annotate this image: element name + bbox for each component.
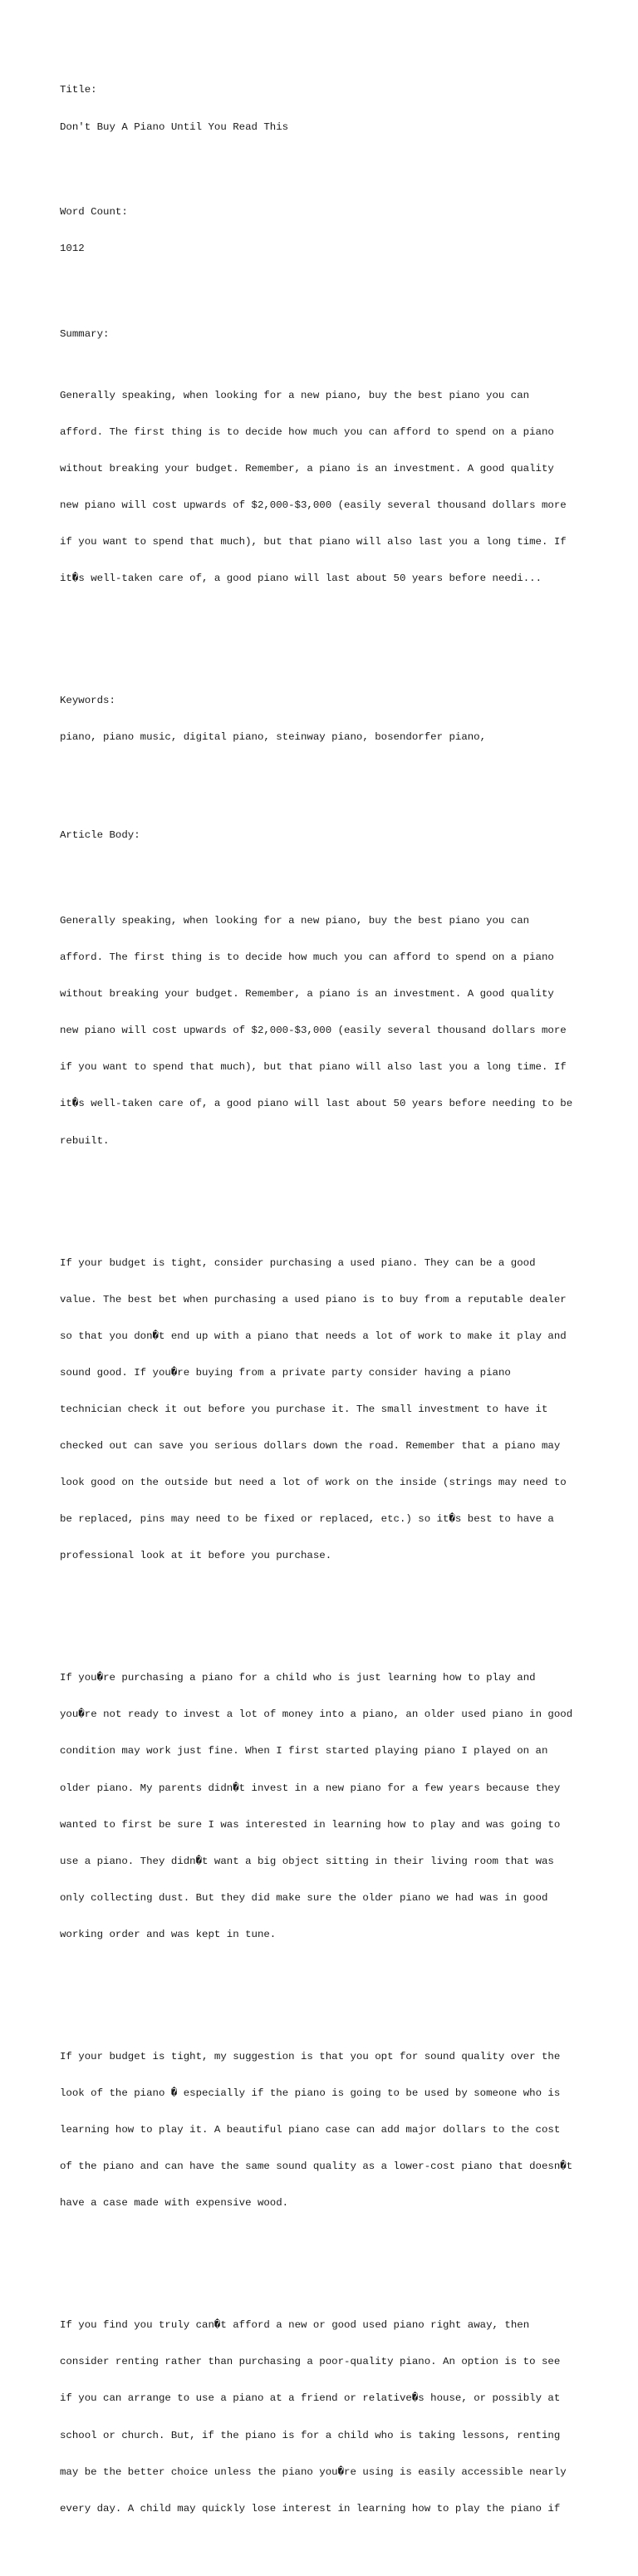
paragraph-line: if you want to spend that much), but that piano will also last you a long time. If (60, 1061, 567, 1074)
summary-label: Summary: (60, 328, 110, 341)
summary-line: it�s well-taken care of, a good piano will last about 50 years before needi... (60, 573, 542, 585)
summary-line: if you want to spend that much), but that piano will also last you a long time. If (60, 536, 567, 548)
word-count-value: 1012 (60, 243, 85, 255)
paragraph-line: it�s well-taken care of, a good piano will last about 50 years before needing to be (60, 1098, 573, 1110)
paragraph-line: use a piano. They didn�t want a big object sitting in their living room that was (60, 1855, 554, 1867)
spacer (60, 2259, 591, 2271)
paragraph-line: school or church. But, if the piano is for a child who is taking lessons, renting (60, 2429, 561, 2441)
summary-line: afford. The first thing is to decide how much you can afford to spend on a piano (60, 425, 554, 438)
article-body (60, 866, 591, 2564)
paragraph-line: If you�re purchasing a piano for a child who is just learning how to play and (60, 1672, 536, 1684)
spacer (60, 1989, 591, 2002)
summary-text (60, 365, 591, 609)
spacer (60, 769, 591, 793)
paragraph-line: every day. A child may quickly lose interest in learning how to play the piano if (60, 2502, 561, 2515)
paragraph-line: older piano. My parents didn�t invest in a new piano for a few years because they (60, 1782, 561, 1794)
paragraph-line: sound good. If you�re buying from a private party consider having a piano (60, 1366, 511, 1379)
paragraph-line: rebuilt. (60, 1134, 110, 1147)
summary-line: Generally speaking, when looking for a new piano, buy the best piano you can (60, 389, 530, 401)
paragraph-line: If you find you truly can�t afford a new or good used piano right away, then (60, 2319, 530, 2332)
paragraph-line: only collecting dust. But they did make sure the older piano we had was in good (60, 1891, 548, 1904)
paragraph-line: working order and was kept in tune. (60, 1928, 277, 1940)
paragraph-line: may be the better choice unless the piano you�re using is easily accessible nearly (60, 2465, 567, 2478)
title-label: Title: (60, 84, 97, 96)
document-title: Don't Buy A Piano Until You Read This (60, 120, 289, 133)
paragraph (60, 1648, 591, 1965)
paragraph (60, 2027, 591, 2234)
paragraph-line: consider renting rather than purchasing a poor-quality piano. An option is to see (60, 2356, 561, 2368)
keywords-value: piano, piano music, digital piano, steinway piano, bosendorfer piano, (60, 731, 487, 744)
paragraph-line: look good on the outside but need a lot of work on the inside (strings may need to (60, 1477, 567, 1489)
paragraph-line: without breaking your budget. Remember, a piano is an investment. A good quality (60, 988, 554, 1000)
spacer (60, 1196, 591, 1208)
spacer (60, 1611, 591, 1624)
paragraph-line: technician check it out before you purchase it. The small investment to have it (60, 1403, 548, 1415)
paragraph-line: If your budget is tight, consider purchasing a used piano. They can be a good (60, 1256, 536, 1269)
spacer (60, 158, 591, 170)
article-body-label: Article Body: (60, 829, 140, 842)
paragraph-line: so that you don�t end up with a piano that needs a lot of work to make it play and (60, 1330, 567, 1342)
paragraph-line: If your budget is tight, my suggestion is that you opt for sound quality over the (60, 2050, 561, 2062)
paragraph-line: have a case made with expensive wood. (60, 2197, 289, 2210)
document-page (60, 60, 591, 2576)
paragraph-line: of the piano and can have the same sound quality as a lower-cost piano that doesn�t (60, 2161, 573, 2173)
summary-line: without breaking your budget. Remember, a piano is an investment. A good quality (60, 463, 554, 475)
paragraph-line: checked out can save you serious dollars down the road. Remember that a piano may (60, 1439, 561, 1452)
spacer (60, 280, 591, 293)
paragraph-line: be replaced, pins may need to be fixed or replaced, etc.) so it�s best to have a (60, 1513, 554, 1526)
paragraph-line: you�re not ready to invest a lot of money into a piano, an older used piano in good (60, 1708, 573, 1721)
paragraph-line: value. The best bet when purchasing a used piano is to buy from a reputable dealer (60, 1293, 567, 1305)
paragraph (60, 891, 591, 1172)
paragraph-line: condition may work just fine. When I first started playing piano I played on an (60, 1745, 548, 1757)
paragraph-line: professional look at it before you purchase. (60, 1550, 332, 1562)
paragraph (60, 2295, 591, 2539)
keywords-label: Keywords: (60, 695, 115, 707)
paragraph-line: afford. The first thing is to decide how much you can afford to spend on a piano (60, 951, 554, 964)
paragraph-line: wanted to first be sure I was interested in learning how to play and was going to (60, 1818, 561, 1831)
paragraph-line: look of the piano � especially if the piano is going to be used by someone who is (60, 2087, 561, 2099)
spacer (60, 634, 591, 658)
paragraph-line: Generally speaking, when looking for a new piano, buy the best piano you can (60, 914, 530, 927)
paragraph-line: if you can arrange to use a piano at a friend or relative�s house, or possibly at (60, 2392, 561, 2405)
summary-line: new piano will cost upwards of $2,000-$3,000 (easily several thousand dollars more (60, 499, 567, 512)
paragraph (60, 1232, 591, 1586)
word-count-label: Word Count: (60, 206, 128, 219)
paragraph-line: learning how to play it. A beautiful piano case can add major dollars to the cost (60, 2124, 561, 2136)
paragraph-line: new piano will cost upwards of $2,000-$3,000 (easily several thousand dollars more (60, 1025, 567, 1037)
